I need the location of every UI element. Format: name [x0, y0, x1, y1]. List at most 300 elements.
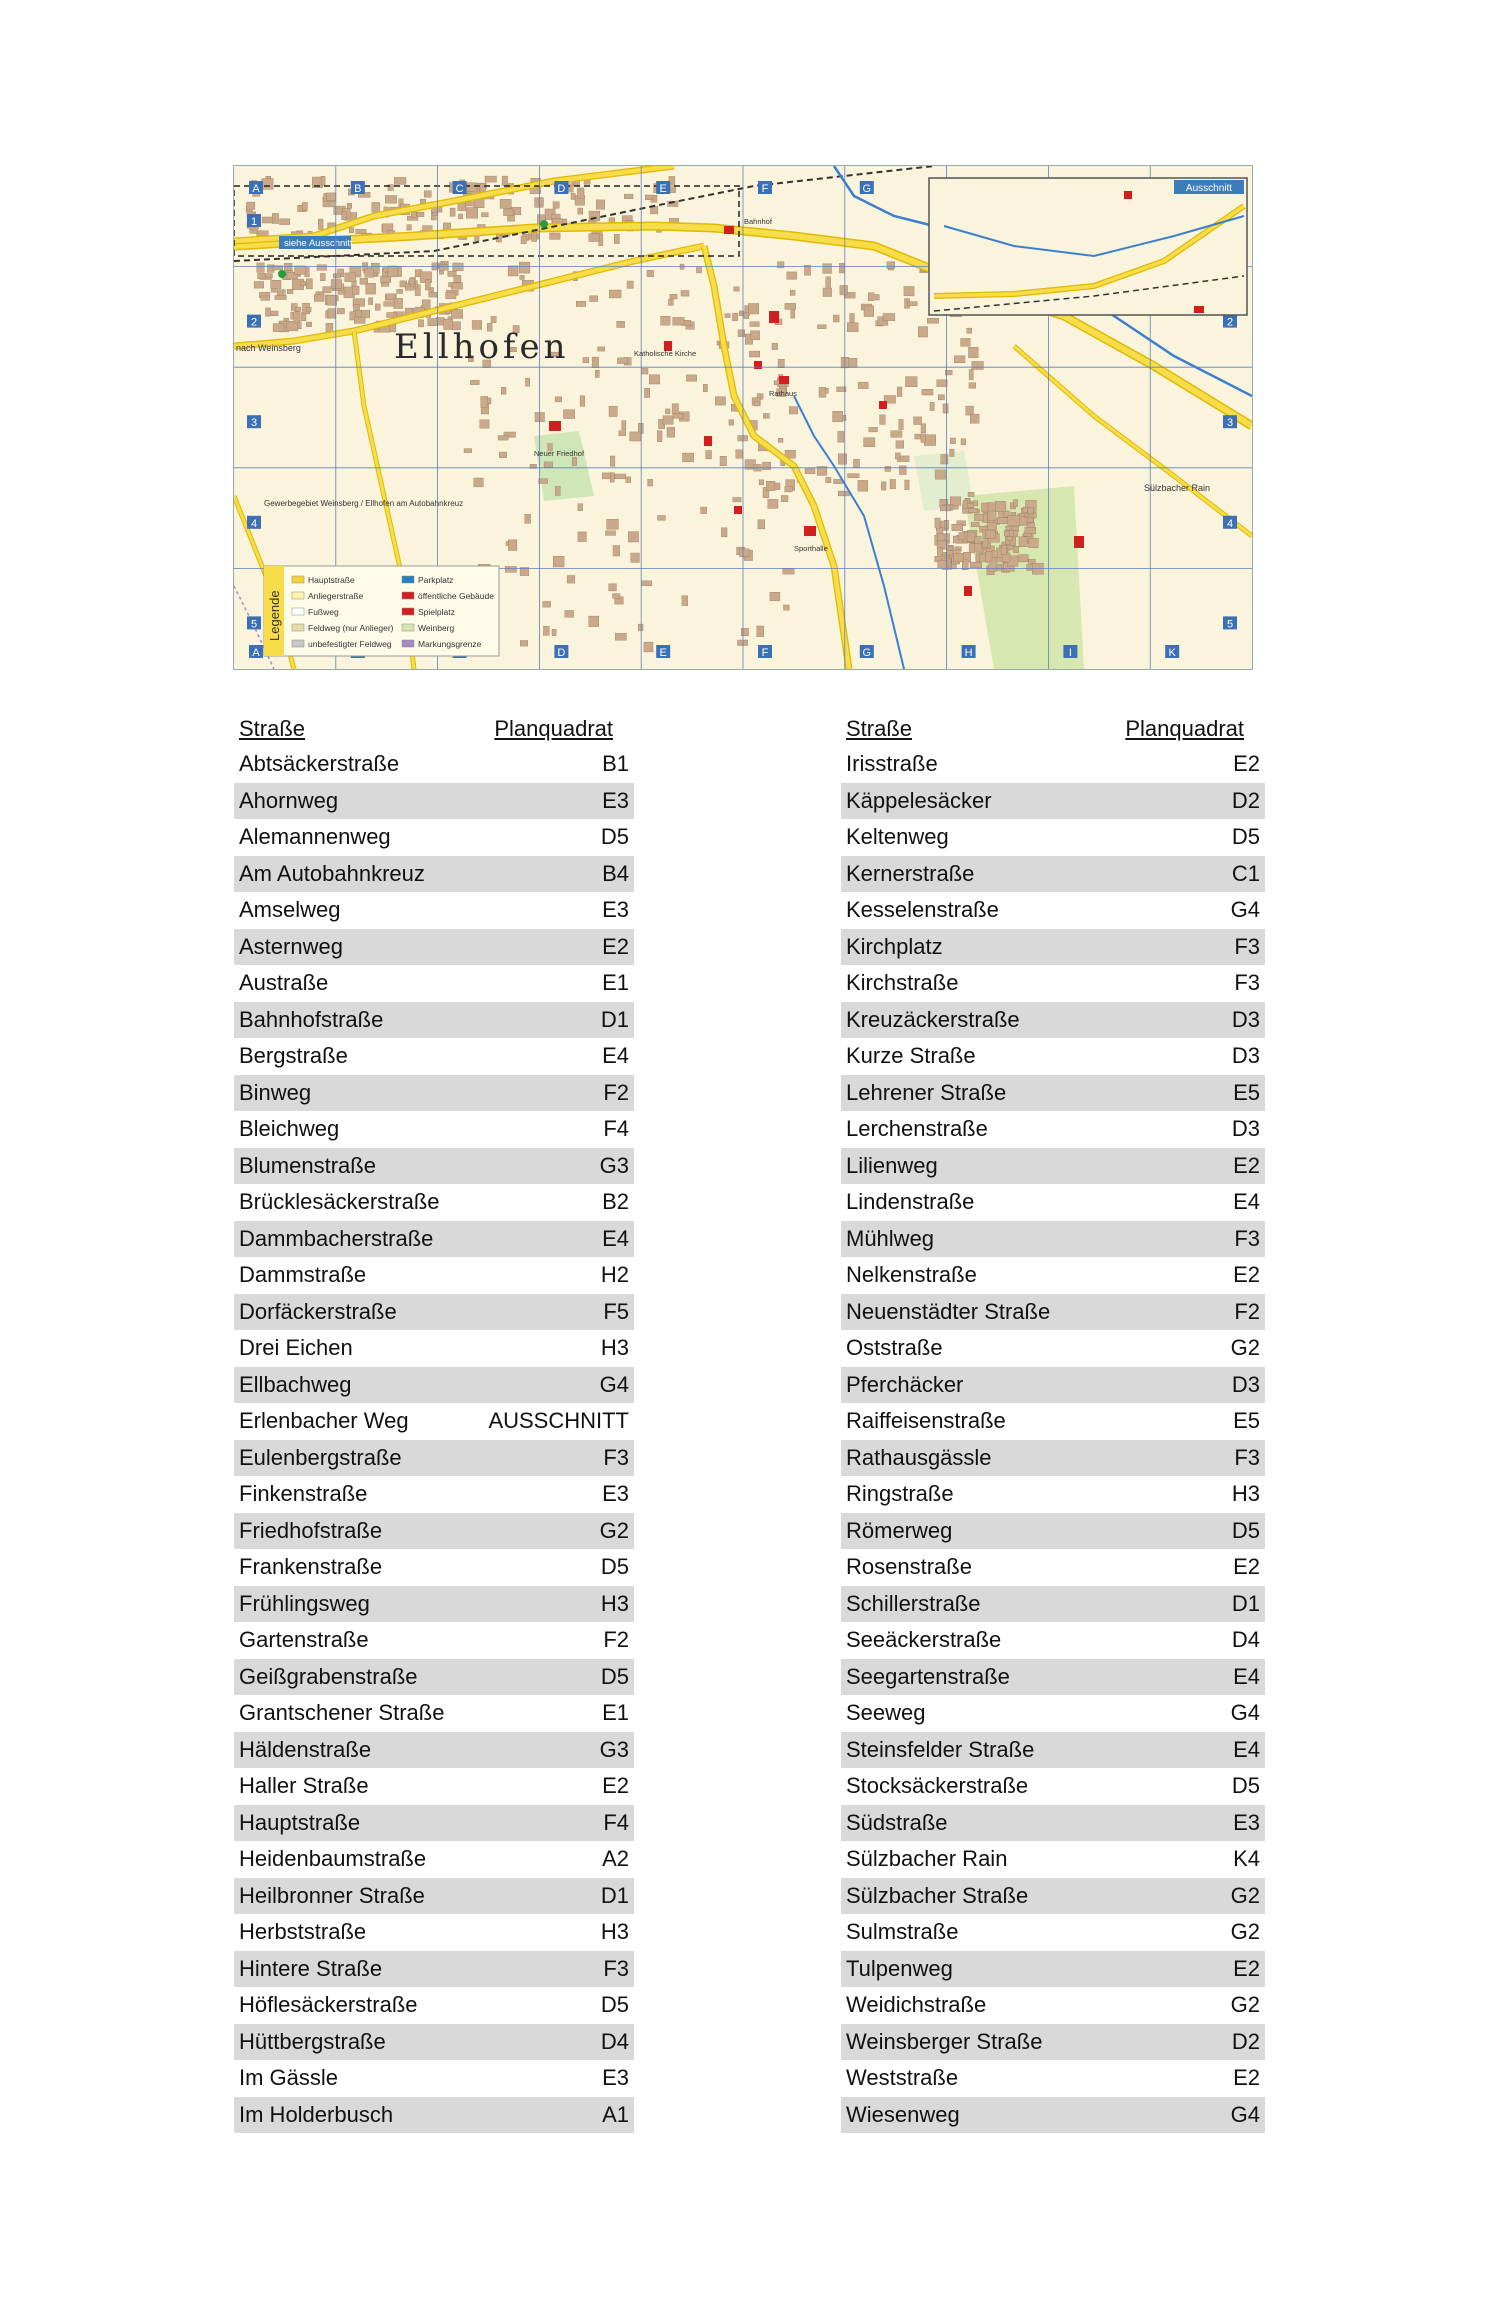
street-name: Irisstraße	[846, 751, 938, 777]
grid-square: D3	[1231, 1006, 1260, 1032]
building	[1023, 507, 1028, 512]
inset-label: Ausschnitt	[1185, 183, 1233, 194]
grid-square: G2	[1230, 1882, 1260, 1908]
building	[452, 310, 463, 319]
grid-square: F3	[603, 1955, 629, 1981]
street-name: Geißgrabenstraße	[239, 1663, 418, 1689]
grid-square: F3	[1234, 1225, 1260, 1251]
grid-square: D3	[1231, 1371, 1260, 1397]
building	[369, 298, 373, 305]
legend-label: Spielplatz	[418, 607, 455, 617]
legend-swatch	[292, 640, 304, 647]
building	[552, 629, 556, 636]
table-row	[841, 1002, 1265, 1039]
table-row	[841, 1367, 1265, 1404]
grid-square: H2	[600, 1262, 629, 1288]
building	[499, 452, 506, 458]
parking-icon	[540, 220, 548, 228]
building	[826, 477, 831, 482]
grid-square: E2	[602, 933, 629, 959]
table-row	[841, 1659, 1265, 1696]
building	[922, 389, 933, 395]
building	[986, 530, 996, 538]
building	[261, 296, 270, 300]
street-name: Lilienweg	[846, 1152, 938, 1178]
building	[583, 358, 589, 363]
building	[1019, 537, 1027, 547]
street-name: Am Autobahnkreuz	[239, 860, 425, 886]
building	[686, 375, 696, 381]
building	[553, 202, 559, 209]
table-header	[841, 712, 1265, 746]
building	[266, 308, 271, 316]
building	[609, 406, 617, 416]
table-row	[234, 1768, 634, 1805]
street-name: Lindenstraße	[846, 1189, 975, 1215]
street-name: Seeweg	[846, 1700, 926, 1726]
building	[1013, 530, 1018, 537]
building	[418, 320, 423, 327]
building	[520, 641, 528, 647]
street-name: Kirchstraße	[846, 970, 959, 996]
building	[783, 569, 794, 575]
building	[738, 640, 748, 646]
building	[347, 203, 352, 208]
street-name: Brücklesäckerstraße	[239, 1189, 440, 1215]
grid-square: E3	[602, 1481, 629, 1507]
building	[254, 282, 264, 289]
table-row	[841, 929, 1265, 966]
building	[439, 264, 448, 270]
table-row	[841, 1768, 1265, 1805]
building	[576, 301, 586, 306]
table-row	[234, 1622, 634, 1659]
building	[869, 427, 878, 432]
building	[525, 514, 531, 523]
building	[908, 302, 918, 306]
building	[628, 532, 638, 542]
building	[1014, 500, 1018, 507]
grid-square: D4	[600, 2028, 629, 2054]
building	[663, 416, 673, 425]
building	[387, 313, 397, 318]
grid-square: D5	[1231, 1517, 1260, 1543]
street-name: Wiesenweg	[846, 2101, 960, 2127]
grid-column-label: K	[1168, 647, 1176, 659]
table-row	[234, 2060, 634, 2097]
street-name: Finkenstraße	[239, 1481, 368, 1507]
building	[838, 454, 847, 465]
building	[665, 409, 670, 414]
building	[294, 312, 300, 322]
street-name: Käppelesäcker	[846, 787, 992, 813]
street-name: Im Gässle	[239, 2065, 339, 2091]
building	[275, 296, 287, 300]
grid-column-label: G	[862, 183, 872, 195]
table-row	[234, 1549, 634, 1586]
building	[970, 414, 979, 423]
table-row	[841, 1148, 1265, 1185]
table-row	[234, 1221, 634, 1258]
building	[697, 267, 702, 273]
public-building	[779, 376, 789, 384]
building	[1004, 531, 1009, 536]
grid-square: A2	[602, 1846, 629, 1872]
building	[847, 323, 858, 332]
building	[959, 533, 965, 540]
building	[749, 351, 759, 357]
building	[858, 480, 868, 491]
street-name: Im Holderbusch	[239, 2101, 394, 2127]
label-friedhof: Neuer Friedhof	[534, 449, 585, 458]
table-row	[841, 892, 1265, 929]
table-row	[841, 1221, 1265, 1258]
building	[302, 202, 307, 210]
table-row	[841, 1257, 1265, 1294]
grid-square: H3	[600, 1335, 629, 1361]
building	[950, 449, 955, 456]
grid-square: D2	[1231, 787, 1260, 813]
building	[638, 624, 643, 631]
grid-square: C1	[1231, 860, 1260, 886]
grid-square: G4	[1230, 1700, 1260, 1726]
building	[609, 584, 617, 591]
grid-row-label: 2	[250, 316, 258, 329]
building	[924, 435, 935, 446]
table-row	[234, 1403, 634, 1440]
table-row	[234, 1805, 634, 1842]
street-name: Bleichweg	[239, 1116, 340, 1142]
grid-square: E4	[602, 1225, 629, 1251]
public-building	[734, 506, 742, 514]
street-name: Heilbronner Straße	[239, 1882, 425, 1908]
street-name: Dammstraße	[239, 1262, 367, 1288]
building	[947, 551, 953, 556]
street-name: Rathausgässle	[846, 1444, 992, 1470]
building	[349, 228, 354, 233]
building	[480, 420, 489, 429]
building	[673, 317, 684, 325]
building	[624, 194, 633, 199]
building	[647, 270, 654, 277]
building	[465, 183, 477, 192]
building	[891, 431, 902, 437]
table-row	[841, 1075, 1265, 1112]
town-map	[233, 165, 1253, 670]
grid-square: G3	[599, 1736, 629, 1762]
building	[875, 295, 879, 301]
street-name: Mühlweg	[846, 1225, 935, 1251]
grid-square: D1	[600, 1882, 629, 1908]
table-row	[841, 1914, 1265, 1951]
building	[904, 287, 914, 296]
building	[738, 330, 745, 337]
table-row	[841, 819, 1265, 856]
building	[1013, 546, 1019, 553]
building	[482, 213, 489, 217]
street-name: Frühlingsweg	[239, 1590, 370, 1616]
legend-swatch	[402, 592, 414, 599]
building	[630, 432, 641, 441]
table-row	[234, 1732, 634, 1769]
grid-square: E3	[602, 787, 629, 813]
grid-square: E3	[1233, 1809, 1260, 1835]
building	[864, 306, 874, 317]
table-row	[841, 783, 1265, 820]
building	[388, 266, 397, 277]
building	[615, 633, 626, 640]
building	[508, 266, 518, 276]
grid-column-label: C	[455, 183, 464, 195]
grid-row-label: 5	[250, 618, 258, 631]
building	[641, 368, 648, 374]
building	[818, 325, 827, 329]
building	[280, 219, 290, 225]
building	[935, 518, 940, 528]
street-name: Seegartenstraße	[846, 1663, 1010, 1689]
table-row	[234, 1075, 634, 1112]
building	[327, 193, 336, 201]
building	[572, 458, 577, 466]
building	[361, 310, 370, 318]
table-row	[841, 2097, 1265, 2134]
building	[450, 208, 455, 216]
building	[458, 214, 462, 219]
table-row	[234, 1659, 634, 1696]
rows-left	[234, 746, 634, 2133]
grid-column-label: B	[354, 183, 362, 195]
rows-right	[841, 746, 1265, 2133]
building	[988, 523, 997, 531]
building	[657, 431, 662, 442]
street-name: Häldenstraße	[239, 1736, 372, 1762]
public-building	[1074, 536, 1084, 548]
building	[394, 177, 406, 184]
building	[887, 262, 895, 269]
grid-column-label: A	[252, 183, 260, 195]
header-street: Straße	[846, 716, 913, 741]
building	[498, 436, 508, 441]
building	[864, 438, 875, 447]
street-name: Kernerstraße	[846, 860, 975, 886]
table-row	[841, 1476, 1265, 1513]
building	[365, 269, 374, 277]
building	[617, 358, 627, 364]
building	[409, 278, 414, 285]
street-name: Abtsäckerstraße	[239, 751, 400, 777]
grid-square: D3	[1231, 1043, 1260, 1069]
building	[425, 280, 430, 290]
table-row	[234, 856, 634, 893]
building	[500, 199, 511, 208]
legend-label: Fußweg	[308, 607, 339, 617]
grid-square: A1	[602, 2101, 629, 2127]
building	[670, 294, 677, 299]
grid-square: D5	[1231, 1773, 1260, 1799]
building	[683, 453, 694, 462]
building	[950, 438, 955, 444]
grid-square: E1	[602, 1700, 629, 1726]
building	[262, 179, 273, 190]
building	[748, 304, 758, 315]
building	[930, 402, 934, 410]
building	[1028, 508, 1034, 514]
building	[645, 195, 652, 200]
table-row	[234, 1951, 634, 1988]
street-name: Ringstraße	[846, 1481, 954, 1507]
building	[967, 328, 972, 333]
table-row	[841, 1038, 1265, 1075]
building	[778, 359, 784, 368]
street-name: Amselweg	[239, 897, 341, 923]
grid-row-label: 4	[1226, 517, 1234, 530]
grid-square: G2	[1230, 1335, 1260, 1361]
building	[838, 491, 849, 496]
grid-square: D3	[1231, 1116, 1260, 1142]
town-name: Ellhofen	[394, 327, 570, 367]
building	[1002, 545, 1007, 554]
grid-square: G3	[599, 1152, 629, 1178]
building	[454, 275, 461, 282]
building	[589, 211, 600, 221]
building	[502, 176, 508, 186]
building	[954, 553, 964, 562]
table-row	[234, 1586, 634, 1623]
table-row	[234, 1294, 634, 1331]
building	[480, 183, 485, 193]
building	[287, 289, 293, 294]
building	[974, 514, 983, 521]
label-gewerbe: Gewerbegebiet Weinsberg / Ellhofen am Autobahnkreuz	[264, 499, 464, 508]
building	[314, 295, 324, 302]
grid-square: H3	[1231, 1481, 1260, 1507]
building	[970, 562, 982, 568]
building	[819, 387, 826, 397]
header-quad: Planquadrat	[1125, 716, 1244, 741]
table-row	[234, 1695, 634, 1732]
building	[914, 417, 922, 425]
building	[823, 264, 832, 274]
street-name: Pferchäcker	[846, 1371, 964, 1397]
grid-square: B2	[602, 1189, 629, 1215]
building	[615, 474, 626, 479]
building	[564, 410, 575, 419]
grid-row-label: 3	[1226, 417, 1234, 430]
grid-square: D5	[1231, 824, 1260, 850]
table-row	[234, 892, 634, 929]
building	[768, 499, 778, 508]
building	[644, 642, 653, 652]
building	[966, 406, 974, 415]
table-row	[841, 965, 1265, 1002]
legend-label: Hauptstraße	[308, 575, 355, 585]
grid-column-label: A	[252, 647, 260, 659]
table-row	[234, 1111, 634, 1148]
public-building	[704, 436, 712, 446]
grid-square: B4	[602, 860, 629, 886]
grid-square: H3	[600, 1590, 629, 1616]
grid-square: F4	[603, 1116, 629, 1142]
building	[721, 528, 727, 537]
legend-swatch	[402, 576, 414, 583]
building	[250, 229, 258, 233]
legend-label: Weinberg	[418, 623, 455, 633]
building	[770, 592, 780, 601]
table-row	[841, 1805, 1265, 1842]
building	[474, 478, 484, 487]
street-name: Ellbachweg	[239, 1371, 352, 1397]
building	[508, 540, 517, 551]
grid-square: D4	[1231, 1627, 1260, 1653]
table-row	[234, 1002, 634, 1039]
building	[342, 212, 347, 220]
street-name: Weinsberger Straße	[846, 2028, 1043, 2054]
building	[626, 477, 631, 483]
building	[543, 626, 549, 635]
building	[337, 308, 344, 314]
building	[858, 382, 868, 389]
building	[307, 307, 312, 312]
grid-square: H3	[600, 1919, 629, 1945]
building	[772, 343, 778, 349]
building	[428, 319, 438, 326]
building	[972, 361, 984, 369]
building	[935, 470, 946, 479]
grid-square: E1	[602, 970, 629, 996]
street-name: Grantschener Straße	[239, 1700, 445, 1726]
building	[995, 501, 1006, 511]
label-rathaus: Rathaus	[769, 389, 797, 398]
building	[921, 434, 925, 443]
grid-column-label: F	[761, 647, 769, 659]
building	[589, 616, 599, 627]
grid-row-label: 4	[250, 517, 258, 530]
table-row	[234, 1257, 634, 1294]
table-row	[234, 1148, 634, 1185]
building	[1029, 538, 1039, 547]
building	[610, 473, 614, 483]
building	[918, 327, 927, 337]
table-row	[841, 1294, 1265, 1331]
building	[672, 404, 678, 415]
table-row	[234, 1878, 634, 1915]
building	[673, 414, 684, 419]
street-name: Neuenstädter Straße	[846, 1298, 1051, 1324]
grid-square: F2	[1234, 1298, 1260, 1324]
building	[968, 492, 974, 496]
grid-square: F5	[603, 1298, 629, 1324]
table-row	[234, 1184, 634, 1221]
table-row	[841, 1111, 1265, 1148]
street-name: Dorfäckerstraße	[239, 1298, 397, 1324]
label-bahnhof: Bahnhof	[744, 217, 772, 226]
street-name: Stocksäckerstraße	[846, 1773, 1029, 1799]
building	[501, 387, 506, 394]
table-row	[234, 1476, 634, 1513]
building	[355, 311, 361, 317]
grid-square: D2	[1231, 2028, 1260, 2054]
legend-swatch	[292, 608, 304, 615]
grid-square: E3	[602, 2065, 629, 2091]
table-row	[841, 1440, 1265, 1477]
building	[701, 507, 707, 513]
building	[429, 292, 438, 297]
label-weinsberg: nach Weinsberg	[236, 343, 301, 353]
building	[758, 520, 765, 529]
legend-label: Anliegerstraße	[308, 591, 364, 601]
building	[613, 594, 621, 599]
header-street: Straße	[239, 716, 306, 741]
